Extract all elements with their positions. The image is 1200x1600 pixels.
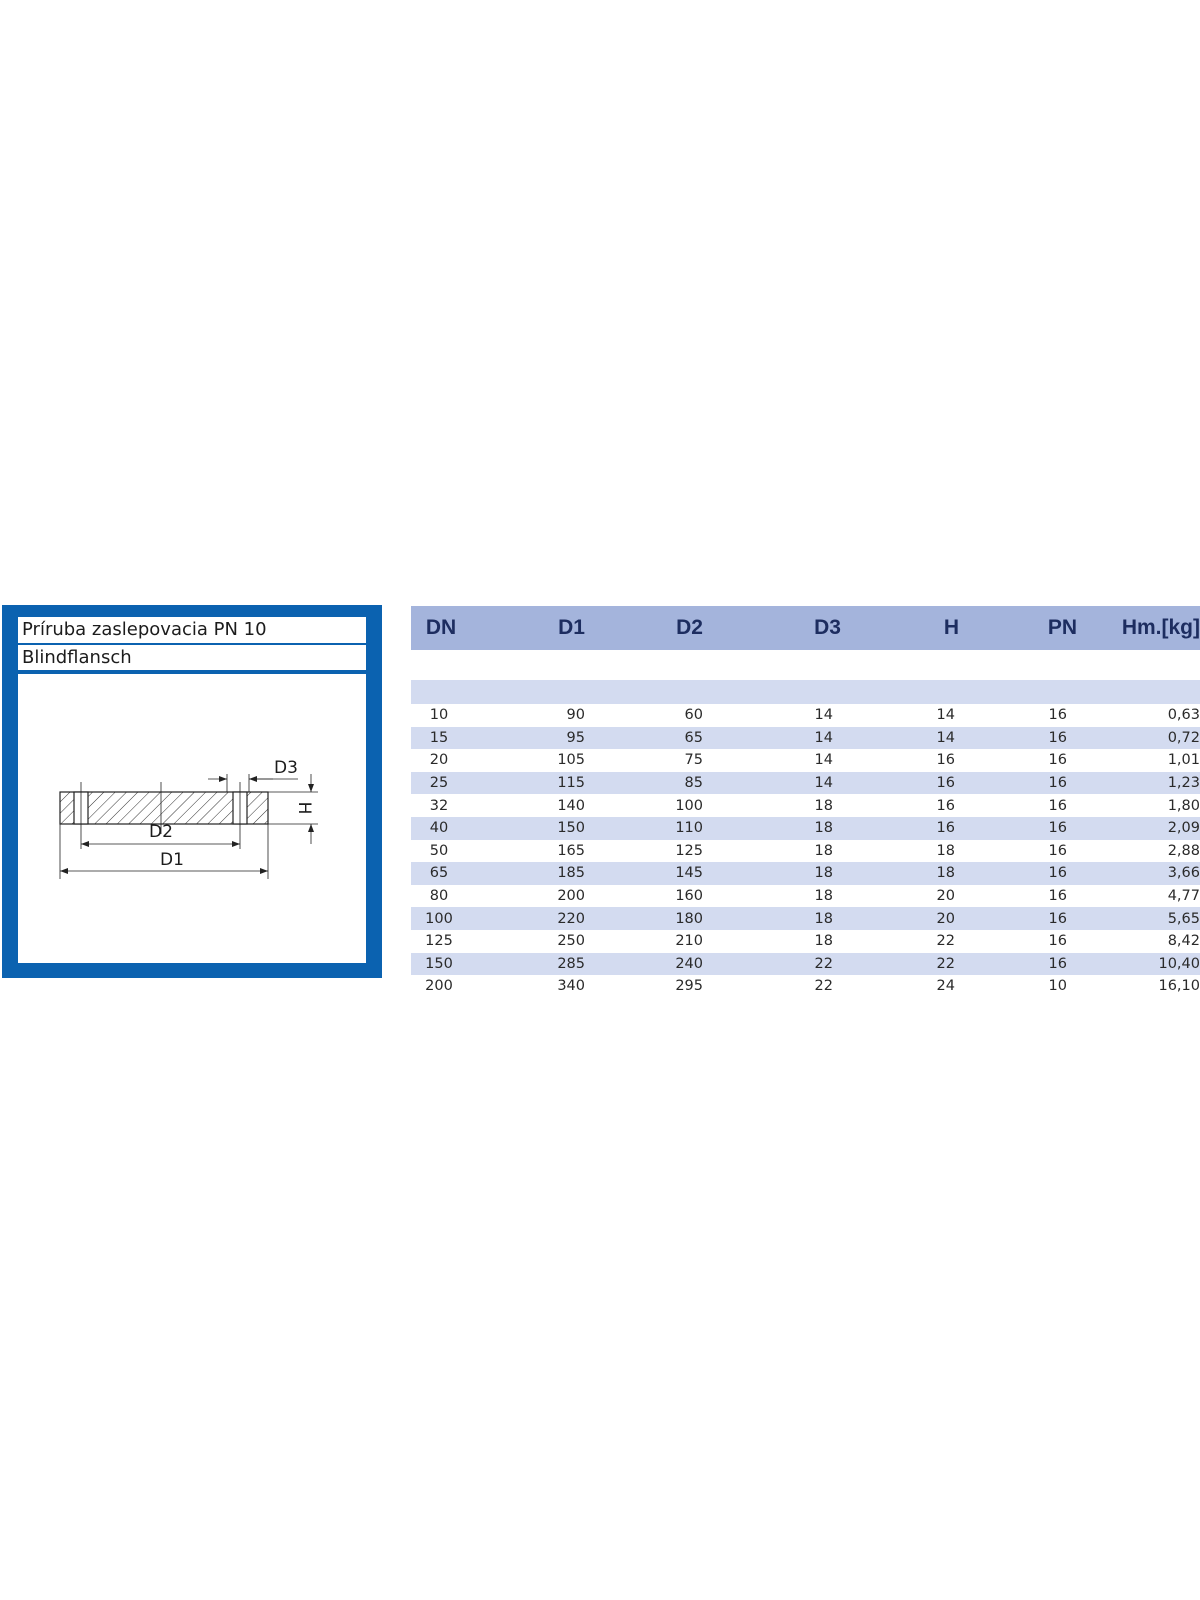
table-cell: 18 — [814, 933, 833, 950]
table-cell: 18 — [936, 842, 955, 859]
table-cell: 8,42 — [1167, 933, 1200, 950]
table-cell: 24 — [936, 978, 955, 995]
table-cell: 80 — [429, 888, 449, 905]
table-cell: 18 — [936, 865, 955, 882]
table-cell: 20 — [936, 910, 955, 927]
table-cell: 200 — [557, 888, 585, 905]
d1-arrowhead-left — [60, 868, 68, 874]
table-cell: 2,88 — [1167, 842, 1200, 859]
table-cell: 165 — [557, 842, 585, 859]
table-cell: 18 — [814, 865, 833, 882]
header-spacer — [411, 650, 1200, 680]
table-row — [411, 794, 1200, 817]
h-label: H — [294, 801, 314, 815]
table-cell: 50 — [429, 842, 449, 859]
table-header — [411, 606, 1200, 650]
table-cell: 60 — [684, 707, 703, 724]
table-cell: 4,77 — [1167, 888, 1200, 905]
header-d3: D3 — [814, 616, 841, 639]
table-cell: 14 — [814, 752, 833, 769]
table-cell: 1,23 — [1167, 775, 1200, 792]
table-cell: 14 — [814, 729, 833, 746]
table-cell: 16 — [936, 797, 955, 814]
product-subtitle: Blindflansch — [18, 645, 366, 670]
table-cell: 22 — [814, 978, 833, 995]
table-cell: 210 — [675, 933, 703, 950]
table-row — [411, 862, 1200, 885]
table-cell: 16 — [1048, 752, 1067, 769]
table-cell: 10 — [429, 707, 449, 724]
table-cell: 140 — [557, 797, 585, 814]
header-pn: PN — [1047, 616, 1077, 639]
table-cell: 0,72 — [1167, 729, 1200, 746]
table-cell: 18 — [814, 910, 833, 927]
d3-arrowhead-left — [219, 776, 227, 782]
table-cell: 18 — [814, 797, 833, 814]
table-cell: 65 — [684, 729, 703, 746]
d2-arrowhead-left — [81, 841, 89, 847]
header-band — [411, 680, 1200, 704]
table-cell: 115 — [557, 775, 585, 792]
table-cell: 185 — [557, 865, 585, 882]
table-cell: 90 — [566, 707, 585, 724]
table-cell: 5,65 — [1167, 910, 1200, 927]
table-cell: 16 — [1048, 729, 1067, 746]
table-cell: 2,09 — [1167, 820, 1200, 837]
table-row — [411, 817, 1200, 840]
header-d1: D1 — [558, 616, 585, 639]
table-cell: 240 — [675, 955, 703, 972]
table-cell: 110 — [675, 820, 703, 837]
table-row — [411, 885, 1200, 908]
table-cell: 16 — [936, 752, 955, 769]
table-cell: 16 — [1048, 933, 1067, 950]
header-d2: D2 — [676, 616, 703, 639]
table-cell: 16 — [1048, 775, 1067, 792]
table-cell: 1,01 — [1167, 752, 1200, 769]
table-cell: 1,80 — [1167, 797, 1200, 814]
table-cell: 75 — [684, 752, 703, 769]
table-cell: 14 — [814, 775, 833, 792]
table-row — [411, 953, 1200, 976]
table-cell: 150 — [425, 955, 453, 972]
table-cell: 16 — [1048, 707, 1067, 724]
header-dn: DN — [425, 616, 457, 639]
product-panel — [2, 605, 382, 978]
table-cell: 22 — [936, 933, 955, 950]
header-h: H — [943, 616, 959, 639]
technical-drawing — [18, 674, 366, 963]
table-cell: 125 — [425, 933, 453, 950]
table-cell: 16 — [936, 820, 955, 837]
h-arrowhead-top — [308, 784, 314, 792]
d2-arrowhead-right — [232, 841, 240, 847]
table-cell: 160 — [675, 888, 703, 905]
table-row — [411, 975, 1200, 998]
table-cell: 340 — [557, 978, 585, 995]
table-cell: 100 — [675, 797, 703, 814]
table-cell: 220 — [557, 910, 585, 927]
table-cell: 295 — [675, 978, 703, 995]
table-cell: 95 — [566, 729, 585, 746]
table-cell: 100 — [425, 910, 453, 927]
table-cell: 16 — [1048, 910, 1067, 927]
flange-drawing — [18, 674, 366, 963]
table-cell: 16 — [1048, 797, 1067, 814]
table-cell: 14 — [936, 729, 955, 746]
table-cell: 16,10 — [1158, 978, 1200, 995]
table-cell: 20 — [429, 752, 449, 769]
table-body — [411, 704, 1200, 998]
table-cell: 16 — [1048, 865, 1067, 882]
table-row — [411, 840, 1200, 863]
d2-label: D2 — [149, 822, 173, 842]
table-cell: 20 — [936, 888, 955, 905]
table-row — [411, 727, 1200, 750]
table-cell: 285 — [557, 955, 585, 972]
h-arrowhead-bottom — [308, 824, 314, 832]
d3-label: D3 — [274, 758, 298, 778]
table-cell: 16 — [936, 775, 955, 792]
header-weight: Hm.[kg] — [1121, 616, 1200, 639]
table-cell: 14 — [936, 707, 955, 724]
table-cell: 0,63 — [1167, 707, 1200, 724]
table-row — [411, 907, 1200, 930]
table-cell: 150 — [557, 820, 585, 837]
table-cell: 22 — [814, 955, 833, 972]
table-cell: 18 — [814, 842, 833, 859]
table-cell: 85 — [684, 775, 703, 792]
d1-label: D1 — [160, 850, 184, 870]
table-cell: 16 — [1048, 842, 1067, 859]
table-cell: 25 — [429, 775, 449, 792]
table-cell: 180 — [675, 910, 703, 927]
table-cell: 40 — [429, 820, 449, 837]
table-cell: 32 — [429, 797, 449, 814]
table-cell: 200 — [425, 978, 453, 995]
table-cell: 18 — [814, 820, 833, 837]
d1-arrowhead-right — [260, 868, 268, 874]
table-cell: 18 — [814, 888, 833, 905]
table-cell: 14 — [814, 707, 833, 724]
table-cell: 3,66 — [1167, 865, 1200, 882]
table-row — [411, 772, 1200, 795]
table-cell: 10 — [1048, 978, 1067, 995]
table-cell: 105 — [557, 752, 585, 769]
dimensions-table — [411, 606, 1200, 998]
table-cell: 16 — [1048, 888, 1067, 905]
table-cell: 16 — [1048, 820, 1067, 837]
table-cell: 15 — [429, 729, 449, 746]
table-row — [411, 930, 1200, 953]
table-cell: 250 — [557, 933, 585, 950]
product-title: Príruba zaslepovacia PN 10 — [18, 617, 366, 643]
table-cell: 65 — [429, 865, 449, 882]
table-row — [411, 704, 1200, 727]
table-cell: 125 — [675, 842, 703, 859]
table-cell: 16 — [1048, 955, 1067, 972]
table-cell: 22 — [936, 955, 955, 972]
table-cell: 10,40 — [1158, 955, 1200, 972]
table-cell: 145 — [675, 865, 703, 882]
table-row — [411, 749, 1200, 772]
